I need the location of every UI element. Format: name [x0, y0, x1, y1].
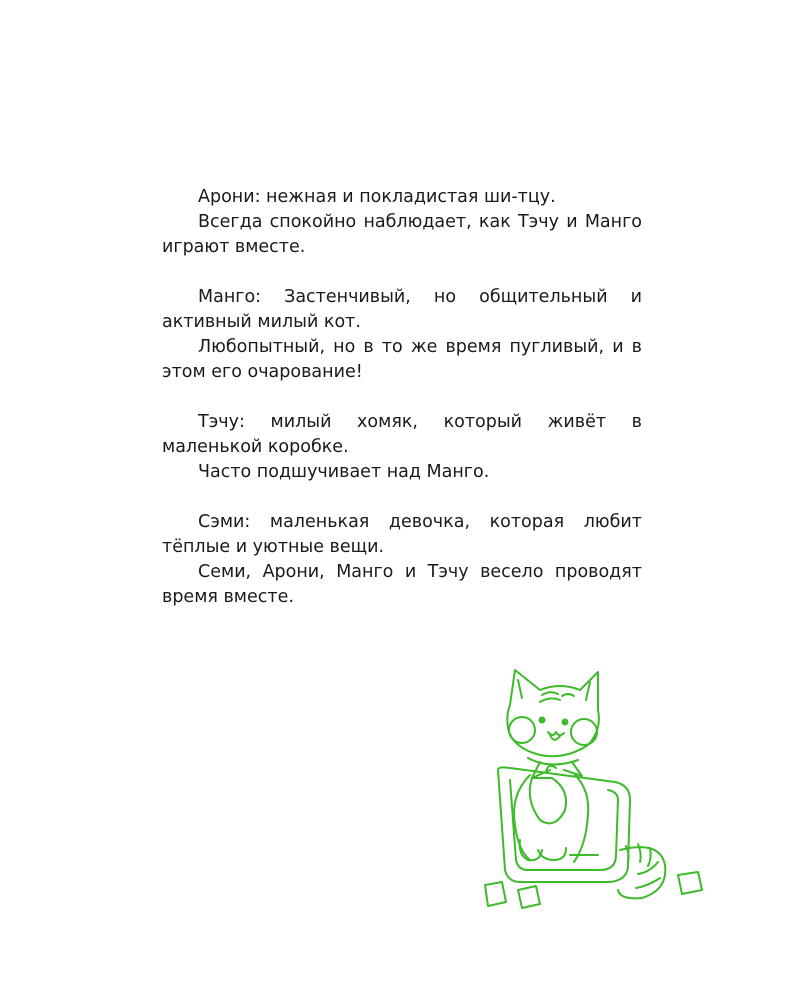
aroni-intro: Арони: нежная и покладистая ши-тцу. [198, 187, 556, 207]
techu-intro: Тэчу: милый хомяк, который живёт в маленькой коробке. [162, 412, 642, 457]
mango-intro: Манго: Застенчивый, но общительный и активный милый кот. [162, 287, 642, 332]
cat-in-box-illustration [470, 650, 720, 925]
semi-intro: Сэми: маленькая девочка, которая любит тёплые и уютные вещи. [162, 512, 642, 557]
character-descriptions [162, 185, 642, 610]
mango-detail: Любопытный, но в то же время пугливый, и в этом его очарование! [162, 337, 642, 382]
semi-detail: Семи, Арони, Манго и Тэчу весело проводят время вместе. [162, 562, 642, 607]
aroni-detail: Всегда спокойно наблюдает, как Тэчу и Манго играют вместе. [162, 212, 642, 257]
techu-detail: Часто подшучивает над Манго. [198, 462, 490, 482]
